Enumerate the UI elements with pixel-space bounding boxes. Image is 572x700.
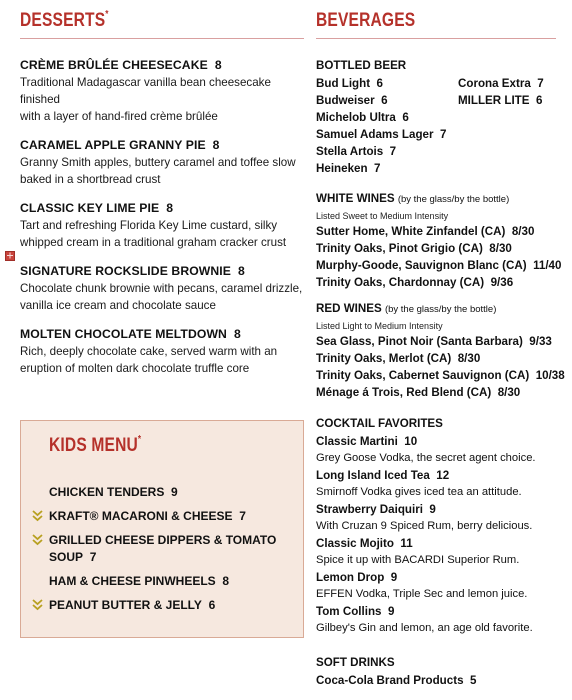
cocktail-name: [316, 467, 568, 484]
cocktail-price: 9: [387, 605, 395, 618]
kids-item-text: [49, 508, 299, 525]
desserts-title: [20, 10, 109, 32]
dessert-item: [20, 57, 310, 125]
soft-drink-item: [316, 672, 568, 689]
cocktail-name-text: Tom Collins: [316, 605, 382, 618]
kids-item-name: GRILLED CHEESE DIPPERS & TOMATO: [49, 533, 277, 547]
desserts-rule: [20, 38, 304, 39]
beer-name: Samuel Adams Lager: [316, 128, 434, 141]
dessert-name: [20, 326, 310, 343]
beer-item: [458, 92, 544, 109]
beer-name: Stella Artois: [316, 145, 384, 158]
wine-item: [316, 384, 568, 401]
wine-price: 8/30: [457, 352, 481, 365]
wine-name: Sutter Home, White Zinfandel (CA): [316, 225, 506, 238]
white-wines-note: (by the glass/by the bottle): [397, 194, 510, 205]
wine-item: [316, 274, 568, 291]
wine-price: 8/30: [511, 225, 535, 238]
cocktail-price: 9: [429, 503, 436, 516]
chevron-down-icon: [32, 534, 43, 546]
wine-name: Trinity Oaks, Chardonnay (CA): [316, 276, 485, 289]
beer-price: 7: [374, 162, 381, 175]
cocktails-section: [316, 415, 568, 637]
soft-drink-price: 5: [469, 674, 477, 687]
beer-name: MILLER LITE: [458, 94, 530, 107]
beer-item: [316, 109, 446, 126]
dessert-desc-line: eruption of molten dark chocolate truffle core: [20, 362, 250, 375]
beer-price: 7: [389, 145, 397, 158]
dessert-name-text: CARAMEL APPLE GRANNY PIE: [20, 138, 206, 152]
signature-icon: [5, 251, 15, 261]
soft-drinks-heading: SOFT DRINKS: [316, 656, 395, 669]
wine-price: 10/38: [535, 369, 565, 382]
dessert-desc-line: Traditional Madagascar vanilla bean cheesecake finished: [20, 76, 271, 106]
wine-item: [316, 350, 568, 367]
beer-name: Michelob Ultra: [316, 111, 396, 124]
chevron-down-icon: [32, 599, 43, 611]
kids-item-name: PEANUT BUTTER & JELLY: [49, 598, 202, 612]
wine-name: Trinity Oaks, Pinot Grigio (CA): [316, 242, 483, 255]
beer-name: Heineken: [316, 162, 368, 175]
kids-item-name: HAM & CHEESE PINWHEELS: [49, 574, 216, 588]
dessert-desc-line: Tart and refreshing Florida Key Lime custard, silky: [20, 219, 278, 232]
kids-item-price: 7: [89, 550, 97, 564]
chevron-down-icon: [32, 510, 43, 522]
cocktail-name: [316, 603, 568, 620]
red-wines-heading-text: RED WINES: [316, 302, 382, 315]
wine-price: 9/33: [529, 335, 552, 348]
dessert-price: 8: [212, 138, 220, 152]
kids-item-price: 8: [222, 574, 230, 588]
wine-price: 9/36: [490, 276, 514, 289]
cocktail-name-text: Classic Mojito: [316, 537, 394, 550]
dessert-item: [20, 137, 310, 188]
beer-item: [316, 75, 446, 92]
kids-item-name-cont: SOUP: [49, 550, 84, 564]
desserts-title-text: DESSERTS: [20, 10, 106, 31]
dessert-desc-line: Chocolate chunk brownie with pecans, caramel drizzle,: [20, 282, 303, 295]
dessert-item: [20, 200, 310, 251]
kids-menu-box: [20, 420, 304, 638]
beer-price: 7: [537, 77, 544, 90]
wine-name: Trinity Oaks, Merlot (CA): [316, 352, 452, 365]
beer-item: [316, 160, 446, 177]
dessert-name-text: MOLTEN CHOCOLATE MELTDOWN: [20, 327, 227, 341]
beer-col-right: [458, 75, 544, 109]
kids-item-price: 6: [208, 598, 216, 612]
wine-item: [316, 333, 568, 350]
beer-name: Budweiser: [316, 94, 375, 107]
wine-name: Sea Glass, Pinot Noir (Santa Barbara): [316, 335, 523, 348]
wine-item: [316, 257, 568, 274]
cocktail-desc: With Cruzan 9 Spiced Rum, berry delicious.: [316, 520, 533, 532]
dessert-name: [20, 57, 310, 74]
cocktail-name-text: Strawberry Daiquiri: [316, 503, 423, 516]
wine-name: Murphy-Goode, Sauvignon Blanc (CA): [316, 259, 527, 272]
kids-menu-title-text: KIDS MENU: [49, 435, 138, 456]
cocktail-name-text: Classic Martini: [316, 435, 398, 448]
cocktail-name-text: Long Island Iced Tea: [316, 469, 430, 482]
white-wines-heading-text: WHITE WINES: [316, 192, 395, 205]
beer-grid: [316, 75, 566, 177]
dessert-price: 8: [214, 58, 222, 72]
cocktail-price: 11: [400, 537, 413, 550]
cocktail-name-text: Lemon Drop: [316, 571, 385, 584]
white-wines-sub: Listed Sweet to Medium Intensity: [316, 211, 449, 221]
dessert-price: 8: [233, 327, 241, 341]
wine-name: Trinity Oaks, Cabernet Sauvignon (CA): [316, 369, 530, 382]
red-wines-heading: [316, 300, 568, 319]
kids-item-name: KRAFT® MACARONI & CHEESE: [49, 509, 233, 523]
dessert-price: 8: [238, 264, 245, 278]
cocktail-desc: Spice it up with BACARDI Superior Rum.: [316, 554, 520, 566]
red-wines-note: (by the glass/by the bottle): [384, 304, 497, 315]
wine-price: 8/30: [497, 386, 521, 399]
wine-price: 8/30: [489, 242, 512, 255]
beer-price: 7: [439, 128, 447, 141]
kids-item-text: [49, 597, 299, 614]
wine-item: [316, 367, 568, 384]
beer-price: 6: [535, 94, 543, 107]
dessert-name-text: CLASSIC KEY LIME PIE: [20, 201, 160, 215]
kids-item-name: CHICKEN TENDERS: [49, 485, 165, 499]
cocktail-name: [316, 569, 568, 586]
kids-menu-title: [49, 435, 141, 457]
kids-menu-title-mark: *: [137, 434, 142, 445]
cocktail-desc: Smirnoff Vodka gives iced tea an attitude.: [316, 486, 522, 498]
dessert-desc-line: vanilla ice cream and chocolate sauce: [20, 299, 216, 312]
cocktail-name: [316, 535, 568, 552]
cocktail-desc: EFFEN Vodka, Triple Sec and lemon juice.: [316, 588, 528, 600]
cocktail-name: [316, 433, 568, 450]
beer-price: 6: [381, 94, 388, 107]
wine-name: Ménage á Trois, Red Blend (CA): [316, 386, 492, 399]
dessert-desc-line: with a layer of hand-fired crème brûlée: [20, 110, 218, 123]
red-wines-sub: Listed Light to Medium Intensity: [316, 321, 443, 331]
kids-item-price: 9: [171, 485, 178, 499]
beer-item: [316, 92, 446, 109]
dessert-desc-line: baked in a shortbread crust: [20, 173, 161, 186]
beer-price: 6: [402, 111, 409, 124]
dessert-name: [20, 137, 310, 154]
kids-item-text: [49, 532, 299, 566]
cocktail-desc: Gilbey's Gin and lemon, an age old favorite.: [316, 622, 533, 634]
bottled-beer-heading: BOTTLED BEER: [316, 59, 407, 72]
dessert-item: [20, 326, 310, 377]
soft-drinks-section: [316, 654, 568, 689]
desserts-title-mark: *: [105, 9, 109, 20]
dessert-name: [20, 263, 310, 280]
cocktail-desc: Grey Goose Vodka, the secret agent choice.: [316, 452, 536, 464]
beer-item: [316, 126, 446, 143]
white-wines-heading: [316, 190, 568, 209]
beer-item: [316, 143, 446, 160]
dessert-item: [20, 263, 310, 314]
beverages-title: BEVERAGES: [316, 10, 416, 31]
red-wines-section: [316, 300, 568, 401]
dessert-name-text: CRÈME BRÛLÉE CHEESECAKE: [20, 58, 208, 72]
dessert-price: 8: [166, 201, 174, 215]
wine-price: 11/40: [533, 259, 562, 272]
cocktail-price: 12: [436, 469, 450, 482]
kids-item-text: [49, 484, 299, 501]
desserts-list: [20, 57, 310, 389]
beer-price: 6: [376, 77, 383, 90]
beer-col-left: [316, 75, 446, 177]
wine-item: [316, 240, 568, 257]
kids-item: [29, 532, 299, 566]
beer-name: Corona Extra: [458, 77, 531, 90]
bottled-beer-section: [316, 57, 566, 177]
beer-name: Bud Light: [316, 77, 371, 90]
white-wines-section: [316, 190, 568, 291]
dessert-desc-line: whipped cream in a traditional graham cracker crust: [20, 236, 287, 249]
kids-item-text: [49, 573, 299, 590]
dessert-name-text: SIGNATURE ROCKSLIDE BROWNIE: [20, 264, 232, 278]
cocktail-price: 9: [390, 571, 398, 584]
beer-item: [458, 75, 544, 92]
dessert-name: [20, 200, 310, 217]
kids-item-price: 7: [239, 509, 246, 523]
beverages-rule: [316, 38, 556, 39]
wine-item: [316, 223, 568, 240]
dessert-desc-line: Rich, deeply chocolate cake, served warm with an: [20, 345, 278, 358]
cocktails-heading: COCKTAIL FAVORITES: [316, 417, 443, 430]
soft-drink-name: Coca-Cola Brand Products: [316, 674, 464, 687]
dessert-desc-line: Granny Smith apples, buttery caramel and toffee slow: [20, 156, 296, 169]
cocktail-name: [316, 501, 568, 518]
cocktail-price: 10: [404, 435, 418, 448]
